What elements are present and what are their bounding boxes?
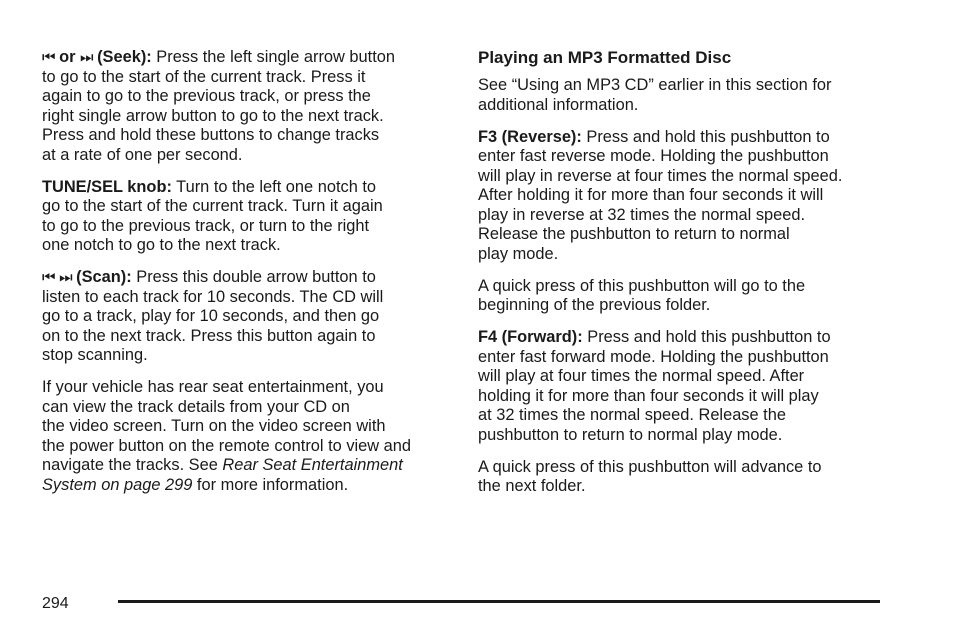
seek-text: Press the left single arrow button to go to the start of the current track. Press it again to go to the previous track, or press the right single arrow button to go to the next track. Press and hold these buttons to change tracks at a rate of one per second. [42,48,396,164]
f4-quick-paragraph: A quick press of this pushbutton will advance to the next folder. [478,457,822,495]
rear-seat-text: If your vehicle has rear seat entertainment, you can view the track details from your CD on the video screen. Turn on the video screen with the power button on the remote control to view and navigate the tracks. See [42,378,412,474]
seek-paragraph [42,48,450,165]
intro-paragraph: See “Using an MP3 CD” earlier in this section for additional information. [478,76,832,114]
scan-label [42,268,132,286]
next-track-icon: ⏭ [80,49,93,66]
tune-paragraph [42,178,450,256]
f3-quick-paragraph: A quick press of this pushbutton will go to the beginning of the previous folder. [478,276,806,314]
seek-label-text: (Seek): [92,48,152,66]
scan-text: Press this double arrow button to listen to each track for 10 seconds. The CD will go to a track, play for 10 seconds, and then go on to the next track. Press this button again to stop scanning. [42,268,384,364]
f3-label: F3 (Reverse): [478,127,582,146]
rear-seat-paragraph [42,378,450,495]
f3-paragraph [478,128,888,265]
f3-text: Press and hold this pushbutton to enter fast reverse mode. Holding the pushbutton will play in reverse at four times the normal speed. After holding it for more than four seconds it will play in reverse at 32 times the normal speed. Release the pushbutton to return to normal play mode. [478,127,843,263]
f4-paragraph [478,328,888,445]
previous-track-icon: ⏮ [42,49,55,66]
scan-label-text: (Scan): [71,268,132,286]
section-heading: Playing an MP3 Formatted Disc [478,48,732,67]
f4-label: F4 (Forward): [478,328,583,346]
rear-seat-reference: Rear Seat Entertainment System on page 299 [42,456,403,494]
rear-seat-tail: for more information. [192,475,349,494]
page-number: 294 [42,595,69,612]
tune-label: TUNE/SEL knob: [42,177,172,196]
scan-previous-icon: ⏮ [42,269,55,286]
scan-paragraph [42,268,450,366]
seek-or: or [54,48,81,66]
footer-rule [118,600,880,603]
scan-next-icon: ⏭ [59,269,72,286]
tune-text: Turn to the left one notch to go to the start of the current track. Turn it again to go to the previous track, or turn to the right one notch to go to the next track. [42,177,383,254]
left-column [42,48,450,508]
right-column [478,48,888,509]
seek-label [42,48,152,66]
f4-text: Press and hold this pushbutton to enter fast forward mode. Holding the pushbutton will play at four times the normal speed. After holding it for more than four seconds it will play at 32 times the normal speed. Release the pushbutton to return to normal play mode. [478,328,831,444]
